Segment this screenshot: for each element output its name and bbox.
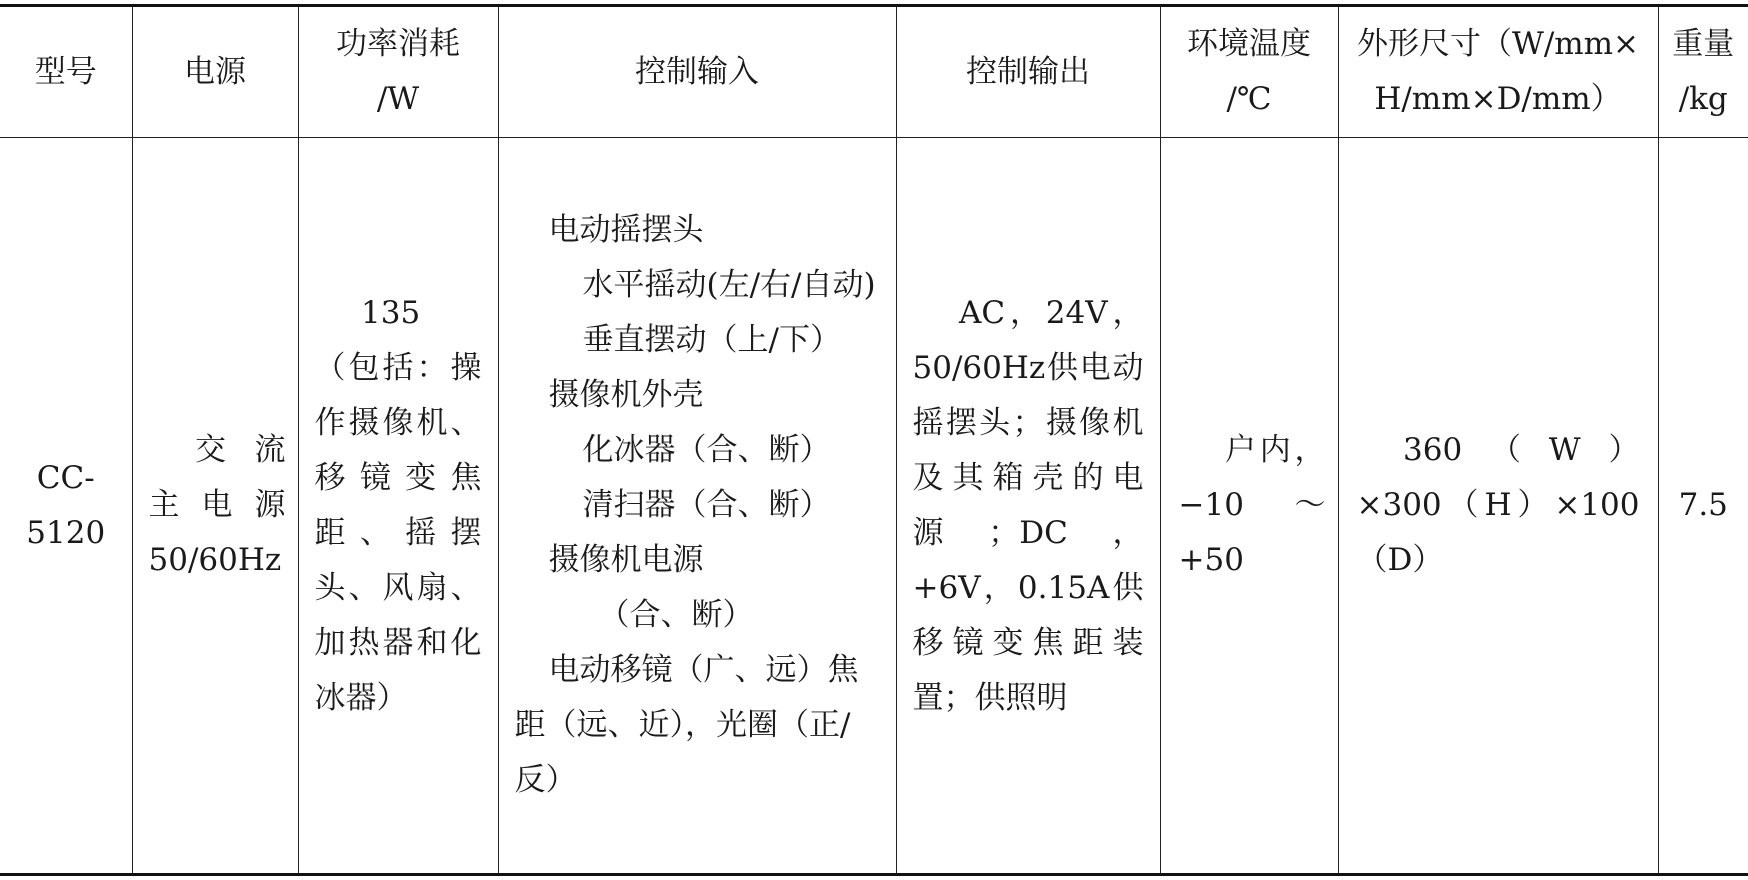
- cell-control-input: [498, 138, 896, 875]
- header-power-consumption-label: 功率消耗 /W: [336, 26, 460, 117]
- header-row: [0, 6, 1748, 138]
- cell-weight: 7.5: [1658, 138, 1748, 875]
- header-power-source-label: 电源: [184, 53, 246, 90]
- header-control-input: [498, 6, 896, 138]
- cell-model: CC-5120: [0, 138, 132, 875]
- header-weight-label: 重量 /kg: [1672, 26, 1735, 117]
- header-control-output-label: 控制输出: [966, 53, 1090, 90]
- spec-table: [0, 4, 1748, 876]
- cell-control-output: AC，24V，50/60Hz供电动摇摆头；摄像机及其箱壳的电源；DC，+6V，0.15A供移镜变焦距装置；供照明: [896, 138, 1160, 875]
- header-weight: [1658, 6, 1748, 138]
- table-row: [0, 138, 1748, 875]
- header-model-label: 型号: [34, 53, 97, 90]
- header-control-output: [896, 6, 1160, 138]
- header-ambient-temp-label: 环境温度 /℃: [1187, 26, 1311, 117]
- header-power-consumption: [298, 6, 498, 138]
- control-input-item: 水平摇动(左/右/自动): [582, 267, 876, 303]
- control-input-item: （合、断）: [598, 597, 754, 633]
- control-input-item: 清扫器（合、断）: [582, 487, 831, 523]
- header-ambient-temp: [1160, 6, 1338, 138]
- header-dimensions: [1338, 6, 1658, 138]
- header-model: [0, 6, 132, 138]
- control-input-item: 摄像机外壳: [548, 377, 704, 413]
- cell-ambient-temp: 户内，−10～+50: [1160, 138, 1338, 875]
- header-power-source: [132, 6, 298, 138]
- cell-power-consumption: 135（包括：操作摄像机、移镜变焦距、摇摆头、风扇、加热器和化冰器）: [298, 138, 498, 875]
- header-dimensions-label: 外形尺寸（W/mm× H/mm×D/mm）: [1356, 26, 1640, 117]
- control-input-item: 电动移镜（广、远）焦距（远、近），光圈（正/反）: [514, 652, 859, 798]
- control-input-item: 摄像机电源: [548, 542, 704, 578]
- cell-dimensions: 360（W）×300（H）×100（D）: [1338, 138, 1658, 875]
- control-input-item: 化冰器（合、断）: [582, 432, 831, 468]
- header-control-input-label: 控制输入: [635, 53, 759, 90]
- control-input-item: 垂直摆动（上/下）: [582, 322, 841, 358]
- control-input-item: 电动摇摆头: [548, 212, 704, 248]
- cell-power-source: 交流主电源 50/60Hz: [132, 138, 298, 875]
